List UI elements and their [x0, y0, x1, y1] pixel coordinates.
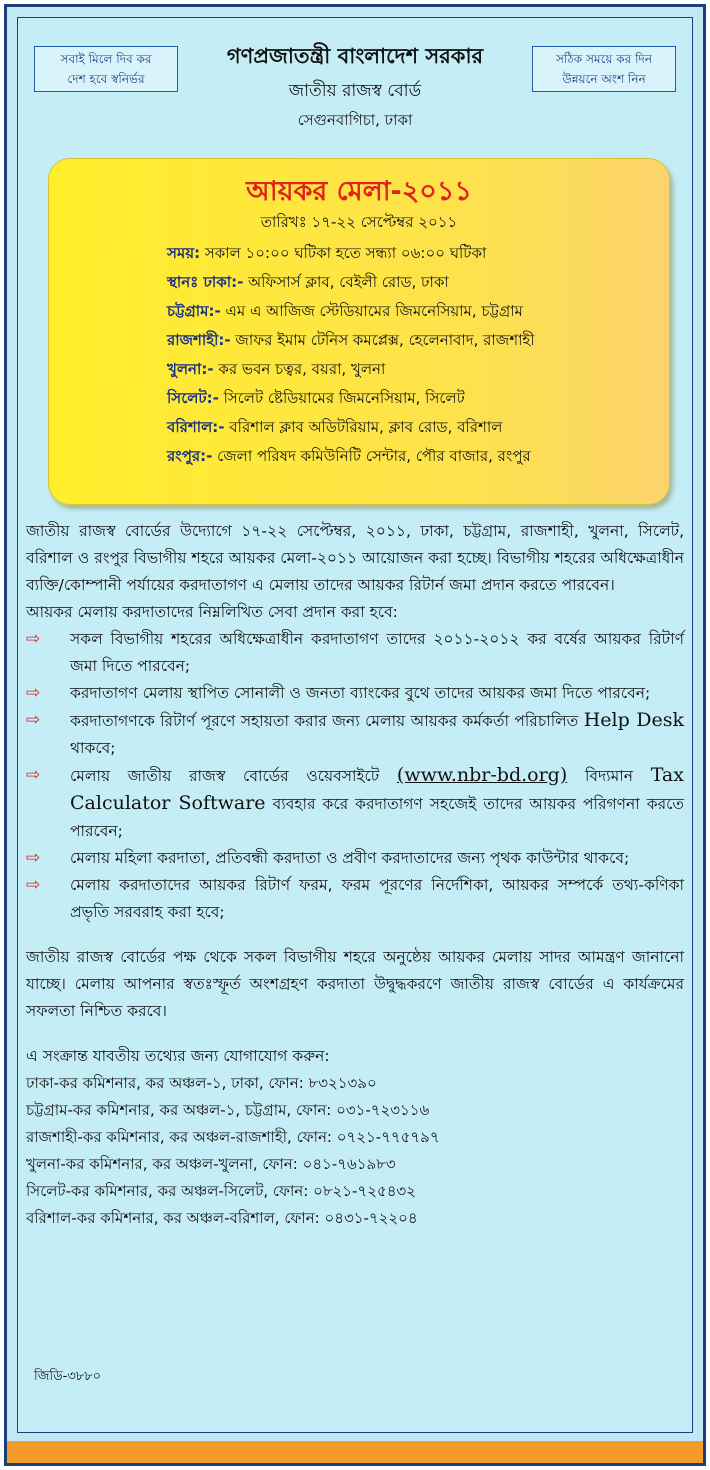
venue-label: খুলনা:- — [167, 360, 214, 378]
venue-sylhet — [167, 384, 659, 413]
service-text: ব্যবহার করে করদাতাগণ সহজেই তাদের আয়কর পরিগণনা করতে পারবেন; — [70, 795, 684, 840]
venue-dhaka — [167, 268, 659, 297]
right-arrow-outline-icon: ⇨ — [26, 710, 41, 730]
venue-label: চট্টগ্রাম:- — [167, 302, 221, 320]
ad-code: জিডি-৩৮৮০ — [34, 1369, 102, 1384]
slogan-right-line-2: উন্নয়নে অংশ নিন — [562, 72, 646, 86]
venue-text: সকাল ১০:০০ ঘটিকা হতে সন্ধ্যা ০৬:০০ ঘটিকা — [200, 244, 487, 262]
spacer — [26, 1025, 684, 1043]
venue-text: জাফর ইমাম টেনিস কমপ্লেক্স, হেলেনাবাদ, রাজশাহী — [230, 331, 535, 349]
venue-text: এম এ আজিজ স্টেডিয়ামের জিমনেসিয়াম, চট্টগ্রাম — [220, 302, 523, 320]
fair-title: আয়কর মেলা-২০১১ — [246, 176, 472, 207]
venue-list — [167, 239, 659, 471]
service-item — [26, 680, 684, 707]
service-text: থাকবে; — [70, 739, 116, 757]
board-location: সেগুনবাগিচা, ঢাকা — [297, 111, 413, 129]
contact-item: চট্টগ্রাম-কর কমিশনার, কর অঞ্চল-১, চট্টগ্রাম, ফোন: ০৩১-৭২৩১১৬ — [26, 1101, 430, 1119]
venue-barishal — [167, 413, 659, 442]
service-item — [26, 872, 684, 926]
contact-item: রাজশাহী-কর কমিশনার, কর অঞ্চল-রাজশাহী, ফোন: ০৭২১-৭৭৫৭৯৭ — [26, 1128, 440, 1146]
venue-khulna — [167, 355, 659, 384]
ad-panel — [17, 17, 693, 1433]
spacer — [26, 926, 684, 944]
service-text: সকল বিভাগীয় শহরের অধিক্ষেত্রাধীন করদাতাগণ তাদের ২০১১-২০১২ কর বর্ষের আয়কর রিটার্ণ জমা দিতে পারবেন; — [70, 630, 684, 675]
contact-item: বরিশাল-কর কমিশনার, কর অঞ্চল-বরিশাল, ফোন: ০৪৩১-৭২২০৪ — [26, 1209, 418, 1227]
service-text: মেলায় মহিলা করদাতা, প্রতিবন্ধী করদাতা ও প্রবীণ করদাতাদের জন্য পৃথক কাউন্টার থাকবে; — [70, 849, 630, 867]
service-item — [26, 626, 684, 680]
service-text: করদাতাগণকে রিটার্ণ পূরণে সহায়তা করার জন্য মেলায় আয়কর কর্মকর্তা পরিচালিত — [70, 712, 584, 730]
venue-rajshahi — [167, 326, 659, 355]
venue-text: বরিশাল ক্লাব অডিটরিয়াম, ক্লাব রোড, বরিশাল — [224, 418, 503, 436]
service-text: মেলায় করদাতাদের আয়কর রিটার্ণ ফরম, ফরম পূরণের নির্দেশিকা, আয়কর সম্পর্কে তথ্য-কণিকা প্রভৃতি সরবরাহ করা হবে; — [70, 876, 684, 921]
help-desk-text: Help Desk — [583, 709, 684, 731]
bottom-accent-bar — [7, 1441, 703, 1463]
slogan-right-line-1: সঠিক সময়ে কর দিন — [556, 52, 652, 66]
right-arrow-outline-icon: ⇨ — [26, 875, 41, 895]
venue-label: রাজশাহী:- — [167, 331, 231, 349]
venue-label: স্থানঃ ঢাকা:- — [167, 273, 244, 291]
contact-item: খুলনা-কর কমিশনার, কর অঞ্চল-খুলনা, ফোন: ০৪১-৭৬১৯৮৩ — [26, 1155, 396, 1173]
venue-text: সিলেট ষ্টেডিয়ামের জিমনেসিয়াম, সিলেট — [218, 389, 465, 407]
services-list — [26, 626, 684, 926]
services-heading: আয়কর মেলায় করদাতাদের নিম্নলিখিত সেবা প্রদান করা হবে: — [26, 603, 398, 621]
service-item — [26, 845, 684, 872]
tax-fair-box — [48, 158, 670, 505]
announcement-body — [26, 518, 684, 1232]
service-item — [26, 762, 684, 845]
venue-label: রংপুর:- — [167, 447, 213, 465]
venue-time — [167, 239, 659, 268]
right-arrow-outline-icon: ⇨ — [26, 683, 41, 703]
service-text: মেলায় জাতীয় রাজস্ব বোর্ডের ওয়েবসাইটে — [70, 767, 397, 785]
service-text: বিদ্যমান — [567, 767, 651, 785]
contact-item: সিলেট-কর কমিশনার, কর অঞ্চল-সিলেট, ফোন: ০৮২১-৭২৫৪৩২ — [26, 1182, 416, 1200]
service-item — [26, 707, 684, 762]
intro-paragraph: জাতীয় রাজস্ব বোর্ডের উদ্যোগে ১৭-২২ সেপ্টেম্বর, ২০১১, ঢাকা, চট্টগ্রাম, রাজশাহী, খুলনা, সিলেট, বরিশাল ও রংপুর বিভাগীয় শহরে আয়কর মেলা-২০১১ আয়োজন করা হচ্ছে। বিভাগীয় শহরের অধিক্ষেত্রাধীন ব্যক্তি/কোম্পানী পর্যায়ের করদাতাগণ এ মেলায় তাদের আয়কর রিটার্ন জমা প্রদান করতে পারবেন। — [26, 522, 684, 594]
fair-date: তারিখঃ ১৭-২২ সেপ্টেম্বর ২০১১ — [260, 213, 458, 231]
venue-text: অফিসার্স ক্লাব, বেইলী রোড, ঢাকা — [243, 273, 449, 291]
slogan-left-line-2: দেশ হবে স্বনির্ভর — [67, 72, 145, 86]
venue-chattogram — [167, 297, 659, 326]
right-arrow-outline-icon: ⇨ — [26, 629, 41, 649]
service-text: করদাতাগণ মেলায় স্থাপিত সোনালী ও জনতা ব্যাংকের বুথে তাদের আয়কর জমা দিতে পারবেন; — [70, 684, 651, 702]
contact-list — [26, 1070, 684, 1232]
government-title: গণপ্রজাতন্ত্রী বাংলাদেশ সরকার — [226, 44, 484, 68]
right-arrow-outline-icon: ⇨ — [26, 848, 41, 868]
board-name: জাতীয় রাজস্ব বোর্ড — [288, 81, 422, 101]
venue-text: জেলা পরিষদ কমিউনিটি সেন্টার, পৌর বাজার, রংপুর — [212, 447, 531, 465]
venue-rangpur — [167, 442, 659, 471]
venue-text: কর ভবন চত্বর, বয়রা, খুলনা — [213, 360, 386, 378]
tax-calculator-text: Tax Calculator Software — [70, 764, 684, 814]
venue-label: সময়: — [167, 244, 201, 262]
venue-label: সিলেট:- — [167, 389, 219, 407]
invitation-paragraph: জাতীয় রাজস্ব বোর্ডের পক্ষ থেকে সকল বিভাগীয় শহরে অনুষ্ঠেয় আয়কর মেলায় সাদর আমন্ত্রণ জানানো যাচ্ছে। মেলায় আপনার স্বতঃস্ফূর্ত অংশগ্রহণ করদাতা উদ্বুদ্ধকরণে জাতীয় রাজস্ব বোর্ডের এ কার্যক্রমের সফলতা নিশ্চিত করবে। — [26, 948, 684, 1020]
slogan-left-line-1: সবাই মিলে দিব কর — [60, 52, 152, 66]
website-link[interactable]: (www.nbr-bd.org) — [396, 764, 568, 786]
advertisement — [4, 4, 706, 1466]
right-arrow-outline-icon: ⇨ — [26, 765, 41, 785]
contact-item: ঢাকা-কর কমিশনার, কর অঞ্চল-১, ঢাকা, ফোন: ৮৩২১৩৯০ — [26, 1074, 377, 1092]
contact-heading: এ সংক্রান্ত যাবতীয় তথ্যের জন্য যোগাযোগ করুন: — [26, 1047, 330, 1065]
venue-label: বরিশাল:- — [167, 418, 225, 436]
